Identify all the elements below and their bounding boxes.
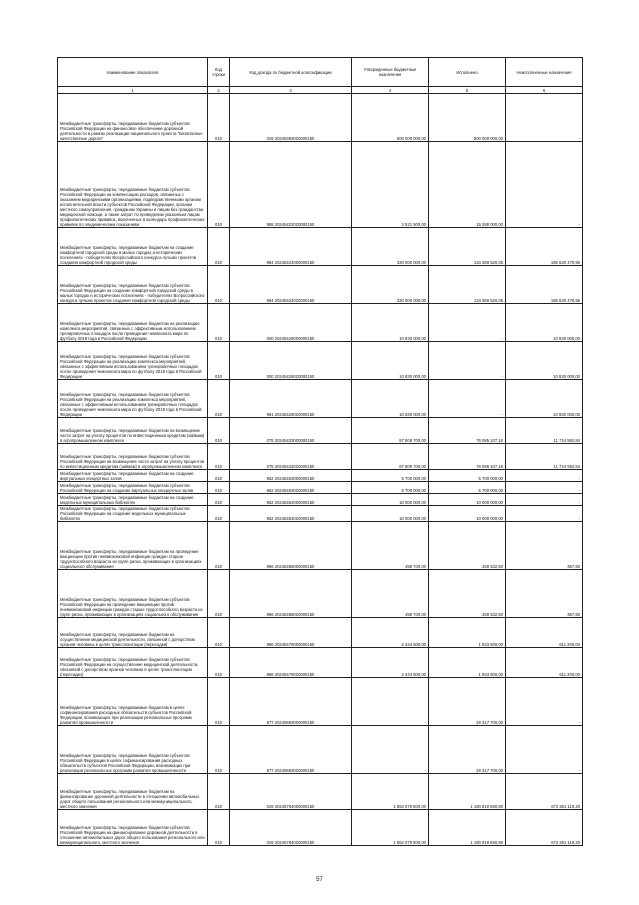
row-name: Межбюджетные трансферты, передаваемые бюджетам субъектов Российской Федерации на создание комфортной городской среды в малых городах и исторических поселениях - победителях Всероссийского конкурса лучших проектов создания комфортной городской среды [58, 266, 208, 304]
row-code: 010 [208, 810, 230, 846]
row-kbk: 962 20245454020000150 [230, 506, 352, 522]
row-executed: 1 833 600,00 [429, 648, 506, 678]
row-executed: 15 288 000,00 [429, 142, 506, 228]
row-unexecuted: - [506, 470, 583, 482]
row-kbk: 986 20245476020000150 [230, 648, 352, 678]
row-unexecuted: 673 261 119,20 [506, 774, 583, 810]
table-row [58, 522, 583, 570]
row-name: Межбюджетные трансферты, передаваемые бюджетам субъектов Российской Федерации на осуществление медицинской деятельности, связанной с донорством органов человека в целях трансплантации (пересадки) [58, 648, 208, 678]
row-approved: 10 830 000,00 [352, 304, 429, 342]
row-kbk: 075 20245433020000150 [230, 444, 352, 470]
column-number: 4 [352, 87, 429, 94]
table-row [58, 470, 583, 482]
row-executed: 459 332,50 [429, 522, 506, 570]
row-executed: 500 000 000,00 [429, 94, 506, 142]
row-executed: 134 369 520,05 [429, 228, 506, 266]
table-row [58, 494, 583, 506]
table-row [58, 726, 583, 774]
row-name: Межбюджетные трансферты, передаваемые бюджетам субъектов Российской Федерации на реализацию комплекса мероприятий, связанных с эффективным использованием тренировочных площадок после проведения чемпионата мира по футболу 2018 года в Российской Федерации [58, 380, 208, 418]
table-body [58, 94, 583, 846]
row-kbk: 029 20245393020000150 [230, 94, 352, 142]
row-kbk: 977 20245593020000150 [230, 726, 352, 774]
row-name: Межбюджетные трансферты, передаваемые бюджетам на проведение вакцинации против пневмококковой инфекции граждан старше трудоспособного возраста из групп риска, проживающих в организациях социального обслуживания [58, 522, 208, 570]
row-code: 010 [208, 228, 230, 266]
column-number: 5 [429, 87, 506, 94]
row-kbk: 961 20245426020000150 [230, 380, 352, 418]
row-unexecuted: 367,50 [506, 570, 583, 618]
row-name: Межбюджетные трансферты, передаваемые бюджетам на реализацию комплекса мероприятий, связанных с эффективным использованием тренировочных площадок после проведения чемпионата мира по футболу 2018 года в Российской Федерации [58, 304, 208, 342]
column-number: 3 [230, 87, 352, 94]
row-executed: 29 317 700,00 [429, 726, 506, 774]
table-row [58, 266, 583, 304]
row-code: 010 [208, 648, 230, 678]
report-table [57, 57, 583, 846]
row-unexecuted: - [506, 678, 583, 726]
row-code: 010 [208, 444, 230, 470]
row-executed: - [429, 304, 506, 342]
row-executed: 459 332,50 [429, 570, 506, 618]
row-executed: - [429, 380, 506, 418]
row-kbk: 988 20245422020000150 [230, 142, 352, 228]
row-kbk: 075 20245433000000150 [230, 418, 352, 444]
table-row [58, 304, 583, 342]
row-kbk: 962 20245453000000150 [230, 470, 352, 482]
row-executed: 10 000 000,00 [429, 506, 506, 522]
header-executed: Исполнено [429, 58, 506, 87]
row-unexecuted: 611 200,00 [506, 648, 583, 678]
row-approved: 87 809 700,00 [352, 444, 429, 470]
row-unexecuted: 611 200,00 [506, 618, 583, 648]
row-approved: 320 000 000,00 [352, 266, 429, 304]
row-name: Межбюджетные трансферты, передаваемые бюджетам на создание модельных муниципальных библиотек [58, 494, 208, 506]
row-code: 010 [208, 304, 230, 342]
row-executed: 1 833 600,00 [429, 618, 506, 648]
row-unexecuted: - [506, 94, 583, 142]
row-name: Межбюджетные трансферты, передаваемые бюджетам субъектов Российской Федерации на финансирование дорожной деятельности в отношении автомобильных дорог общего пользования регионального или межмуниципального, местного значения [58, 810, 208, 846]
row-code: 010 [208, 94, 230, 142]
row-code: 010 [208, 266, 230, 304]
row-executed: 5 700 000,00 [429, 482, 506, 494]
row-executed: 5 700 000,00 [429, 470, 506, 482]
table-row [58, 228, 583, 266]
page-number: 57 [316, 877, 323, 883]
row-code: 010 [208, 774, 230, 810]
row-unexecuted: 11 724 592,84 [506, 444, 583, 470]
row-approved: - [352, 678, 429, 726]
row-name: Межбюджетные трансферты, передаваемые бюджетам в целях софинансирования расходных обязательств субъектов Российской Федерации, возникающих при реализации региональных программ развития промышленности [58, 678, 208, 726]
row-name: Межбюджетные трансферты, передаваемые бюджетам субъектов Российской Федерации в целях софинансирования расходных обязательств субъектов Российской Федерации, возникающих при реализации региональных программ развития промышленности [58, 726, 208, 774]
table-row [58, 342, 583, 380]
row-approved: 10 000 000,00 [352, 494, 429, 506]
row-code: 010 [208, 506, 230, 522]
row-approved: 500 000 000,00 [352, 94, 429, 142]
row-code: 010 [208, 522, 230, 570]
table-header-row [58, 58, 583, 87]
row-unexecuted: - [506, 142, 583, 228]
row-executed: 10 000 000,00 [429, 494, 506, 506]
row-unexecuted: - [506, 726, 583, 774]
row-kbk: 986 20245468020000150 [230, 570, 352, 618]
row-approved: 5 700 000,00 [352, 482, 429, 494]
row-approved: 2 444 600,00 [352, 648, 429, 678]
header-name: Наименование показателя [58, 58, 208, 87]
row-approved: 3 521 500,00 [352, 142, 429, 228]
row-name: Межбюджетные трансферты, передаваемые бюджетам субъектов Российской Федерации на создание модельных муниципальных библиотек [58, 506, 208, 522]
row-code: 010 [208, 678, 230, 726]
row-code: 010 [208, 494, 230, 506]
row-executed: 1 180 818 680,80 [429, 810, 506, 846]
table-row [58, 618, 583, 648]
row-code: 010 [208, 380, 230, 418]
row-code: 010 [208, 570, 230, 618]
row-name: Межбюджетные трансферты, передаваемые бюджетам субъектов Российской Федерации на возмещение части затрат на уплату процентов по инвестиционным кредитам (займам) в агропромышленном комплексе [58, 444, 208, 470]
row-approved: 10 000 000,00 [352, 506, 429, 522]
row-name: Межбюджетные трансферты, передаваемые бюджетам на создание комфортной городской среды в малых городах и исторических поселениях - победителях Всероссийского конкурса лучших проектов создания комфортной городской среды [58, 228, 208, 266]
row-code: 010 [208, 418, 230, 444]
row-code: 010 [208, 142, 230, 228]
row-approved: 10 830 000,00 [352, 342, 429, 380]
row-approved: 5 700 000,00 [352, 470, 429, 482]
table-row [58, 418, 583, 444]
row-kbk: 962 20245453020000150 [230, 482, 352, 494]
row-kbk: 984 20245424000000150 [230, 228, 352, 266]
table-row [58, 506, 583, 522]
row-approved: 1 854 079 800,00 [352, 774, 429, 810]
row-name: Межбюджетные трансферты, передаваемые бюджетам субъектов Российской Федерации на проведение вакцинации против пневмококковой инфекции граждан старше трудоспособного возраста из групп риска, проживающих в организациях социального обслуживания [58, 570, 208, 618]
row-unexecuted: 367,50 [506, 522, 583, 570]
row-unexecuted: 10 830 000,00 [506, 304, 583, 342]
row-name: Межбюджетные трансферты, передаваемые бюджетам на финансирование дорожной деятельности в отношении автомобильных дорог общего пользования регионального или межмуниципального, местного значения [58, 774, 208, 810]
row-kbk: 029 20245784000000150 [230, 774, 352, 810]
row-executed: - [429, 342, 506, 380]
row-approved: 10 830 000,00 [352, 380, 429, 418]
row-name: Межбюджетные трансферты, передаваемые бюджетам субъектов Российской Федерации на финансовое обеспечение дорожной деятельности в рамках реализации национального проекта "Безопасные качественные дороги" [58, 94, 208, 142]
row-code: 010 [208, 342, 230, 380]
row-executed: 134 369 520,05 [429, 266, 506, 304]
column-number: 6 [506, 87, 583, 94]
table-row [58, 570, 583, 618]
row-code: 010 [208, 618, 230, 648]
table-row [58, 94, 583, 142]
header-approved: Утвержденные бюджетные назначения [352, 58, 429, 87]
row-unexecuted: - [506, 482, 583, 494]
row-unexecuted: 10 830 000,00 [506, 380, 583, 418]
row-approved: 87 809 700,00 [352, 418, 429, 444]
header-unexecuted: Неисполненные назначения [506, 58, 583, 87]
row-name: Межбюджетные трансферты, передаваемые бюджетам субъектов Российской Федерации на создание виртуальных концертных залов [58, 482, 208, 494]
column-number: 2 [208, 87, 230, 94]
row-kbk: 986 20245468000000150 [230, 522, 352, 570]
row-approved: 459 700,00 [352, 522, 429, 570]
row-code: 010 [208, 470, 230, 482]
table-row [58, 444, 583, 470]
row-executed: 1 180 818 680,80 [429, 774, 506, 810]
column-number-row [58, 87, 583, 94]
row-name: Межбюджетные трансферты, передаваемые бюджетам на создание виртуальных концертных залов [58, 470, 208, 482]
table-row [58, 678, 583, 726]
row-code: 010 [208, 726, 230, 774]
row-unexecuted: 11 724 592,84 [506, 418, 583, 444]
table-row [58, 648, 583, 678]
row-approved: - [352, 726, 429, 774]
table-row [58, 482, 583, 494]
row-name: Межбюджетные трансферты, передаваемые бюджетам на осуществление медицинской деятельности, связанной с донорством органов человека в целях трансплантации (пересадки) [58, 618, 208, 648]
row-executed: 76 085 107,16 [429, 444, 506, 470]
row-unexecuted: - [506, 506, 583, 522]
row-kbk: 000 20245426000000150 [230, 304, 352, 342]
row-approved: 459 700,00 [352, 570, 429, 618]
row-kbk: 986 20245476000000150 [230, 618, 352, 648]
table-row [58, 810, 583, 846]
table-row [58, 774, 583, 810]
row-approved: 1 854 079 800,00 [352, 810, 429, 846]
row-kbk: 984 20245424020000150 [230, 266, 352, 304]
row-unexecuted: 185 630 479,95 [506, 228, 583, 266]
row-unexecuted: - [506, 494, 583, 506]
row-kbk: 029 20245784020000150 [230, 810, 352, 846]
row-kbk: 000 20245426020000150 [230, 342, 352, 380]
header-kbk: Код дохода по бюджетной классификации [230, 58, 352, 87]
row-name: Межбюджетные трансферты, передаваемые бюджетам субъектов Российской Федерации на компенсацию расходов, связанных с оказанием медицинскими организациями, подведомственными органам исполнительной власти субъектов Российской Федерации, органам местного самоуправления, гражданам Украины и лицам без гражданства медицинской помощи, а также затрат по проведению указанным лицам профилактических прививок, включенных в календарь профилактических прививок по эпидемическим показаниям [58, 142, 208, 228]
row-executed: 76 085 107,16 [429, 418, 506, 444]
row-executed: 29 317 700,00 [429, 678, 506, 726]
table-row [58, 380, 583, 418]
row-unexecuted: 673 261 119,20 [506, 810, 583, 846]
row-code: 010 [208, 482, 230, 494]
row-unexecuted: 10 830 000,00 [506, 342, 583, 380]
row-kbk: 977 20245593000000150 [230, 678, 352, 726]
row-name: Межбюджетные трансферты, передаваемые бюджетам на возмещение части затрат на уплату процентов по инвестиционным кредитам (займам) в агропромышленном комплексе [58, 418, 208, 444]
column-number: 1 [58, 87, 208, 94]
row-name: Межбюджетные трансферты, передаваемые бюджетам субъектов Российской Федерации на реализацию комплекса мероприятий, связанных с эффективным использованием тренировочных площадок после проведения чемпионата мира по футболу 2018 года в Российской Федерации [58, 342, 208, 380]
row-unexecuted: 185 630 479,95 [506, 266, 583, 304]
table-row [58, 142, 583, 228]
row-approved: 2 444 600,00 [352, 618, 429, 648]
header-row-code: Код строки [208, 58, 230, 87]
row-approved: 320 000 000,00 [352, 228, 429, 266]
row-kbk: 962 20245454000000150 [230, 494, 352, 506]
